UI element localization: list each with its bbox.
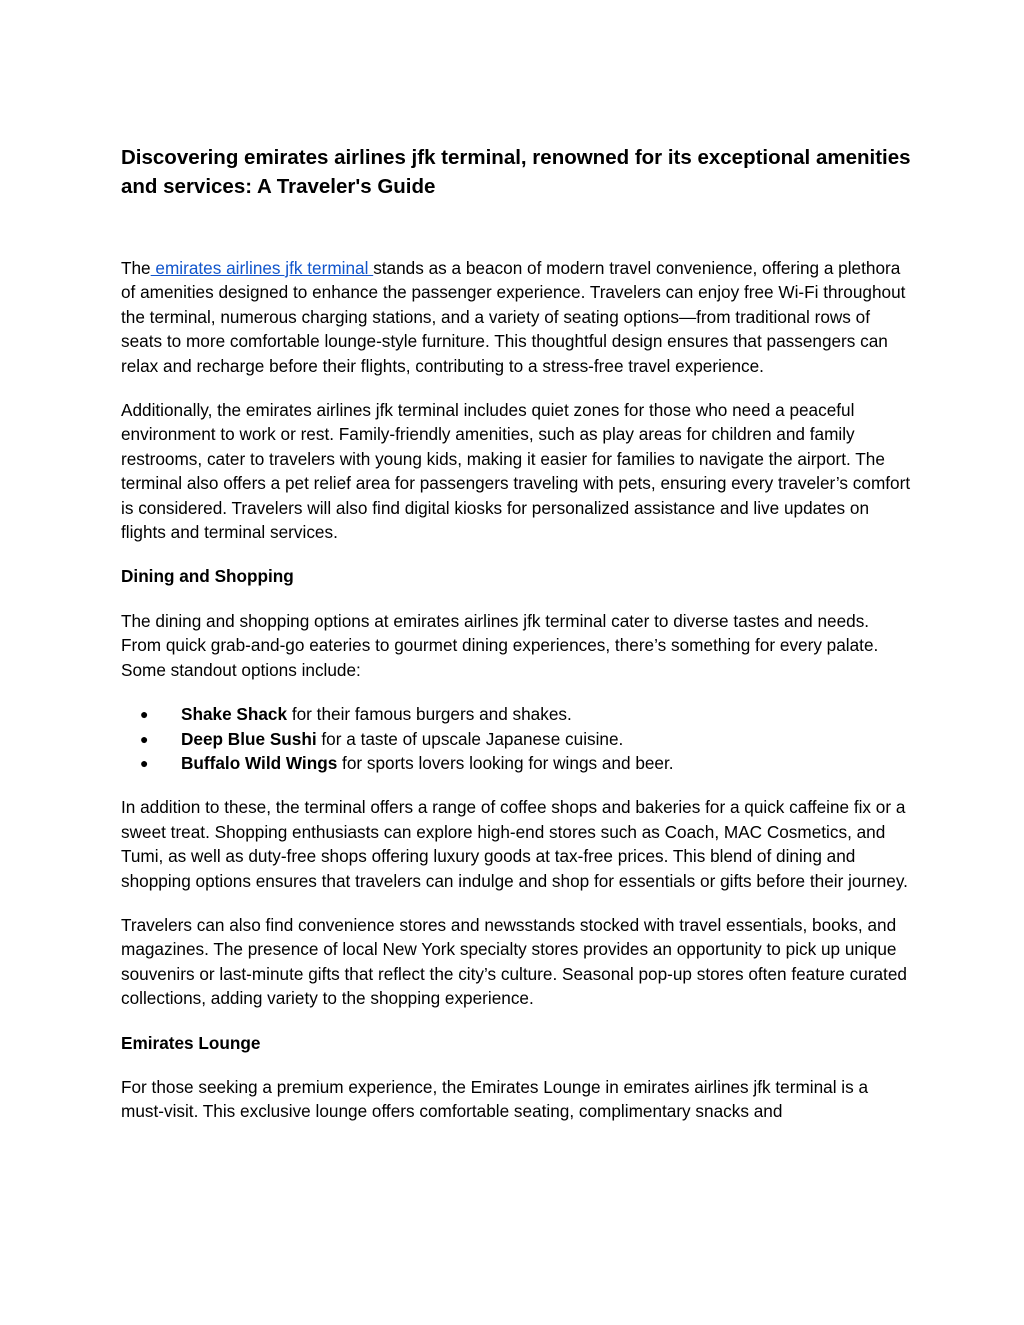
restaurant-description: for sports lovers looking for wings and beer. [337,752,674,773]
restaurant-name: Deep Blue Sushi [181,728,317,749]
list-item [121,727,911,751]
restaurant-list [121,702,911,775]
emirates-terminal-link[interactable]: emirates airlines jfk terminal [150,258,374,278]
document-title: Discovering emirates airlines jfk terminal, renowned for its exceptional amenities and services: A Traveler's Guide [121,146,911,198]
coffee-shops-paragraph: In addition to these, the terminal offers a range of coffee shops and bakeries for a quick caffeine fix or a sweet treat. Shopping enthusiasts can explore high-end stores such as Coach, MAC Cosmetics, and Tumi, as well as duty-free shops offering luxury goods at tax-free prices. This blend of dining and shopping options ensures that travelers can indulge and shop for essentials or gifts before their journey. [121,797,908,891]
list-item [121,702,911,726]
restaurant-name: Buffalo Wild Wings [181,752,338,773]
lounge-paragraph: For those seeking a premium experience, the Emirates Lounge in emirates airlines jfk terminal is a must-visit. This exclusive lounge offers comfortable seating, complimentary snacks and [121,1076,869,1122]
restaurant-description: for a taste of upscale Japanese cuisine. [316,728,624,749]
list-item [121,751,911,775]
bullet-icon: ● [140,754,149,771]
document-page [121,143,911,1144]
restaurant-description: for their famous burgers and shakes. [287,704,572,725]
lounge-heading: Emirates Lounge [121,1032,261,1053]
intro-after-link: stands as a beacon of modern travel convenience, offering a plethora of amenities designed to enhance the passenger experience. Travelers can enjoy free Wi-Fi throughout the terminal, numerous charging stations, and a variety of seating options—from traditional rows of seats to more comfortable lounge-style furniture. This thoughtful design ensures that passengers can relax and recharge before their flights, contributing to a stress-free travel experience. [121,258,906,376]
convenience-stores-paragraph: Travelers can also find convenience stores and newsstands stocked with travel essentials, books, and magazines. The presence of local New York specialty stores provides an opportunity to pick up unique souvenirs or last-minute gifts that reflect the city’s culture. Seasonal pop-up stores often feature curated collections, adding variety to the shopping experience. [121,914,907,1009]
dining-intro-paragraph: The dining and shopping options at emirates airlines jfk terminal cater to diverse tastes and needs. From quick grab-and-go eateries to gourmet dining experiences, there’s something for every palate. Some standout options include: [121,610,879,680]
intro-before-link: The [121,258,151,278]
bullet-icon: ● [140,706,149,723]
amenities-paragraph: Additionally, the emirates airlines jfk terminal includes quiet zones for those who need a peaceful environment to work or rest. Family-friendly amenities, such as play areas for children and family restrooms, cater to travelers with young kids, making it easier for families to navigate the airport. The terminal also offers a pet relief area for passengers traveling with pets, ensuring every traveler’s comfort is considered. Travelers will also find digital kiosks for personalized assistance and live updates on flights and terminal services. [121,400,911,543]
dining-heading: Dining and Shopping [121,566,294,587]
intro-paragraph [121,256,911,378]
restaurant-name: Shake Shack [181,704,288,725]
bullet-icon: ● [140,730,149,747]
